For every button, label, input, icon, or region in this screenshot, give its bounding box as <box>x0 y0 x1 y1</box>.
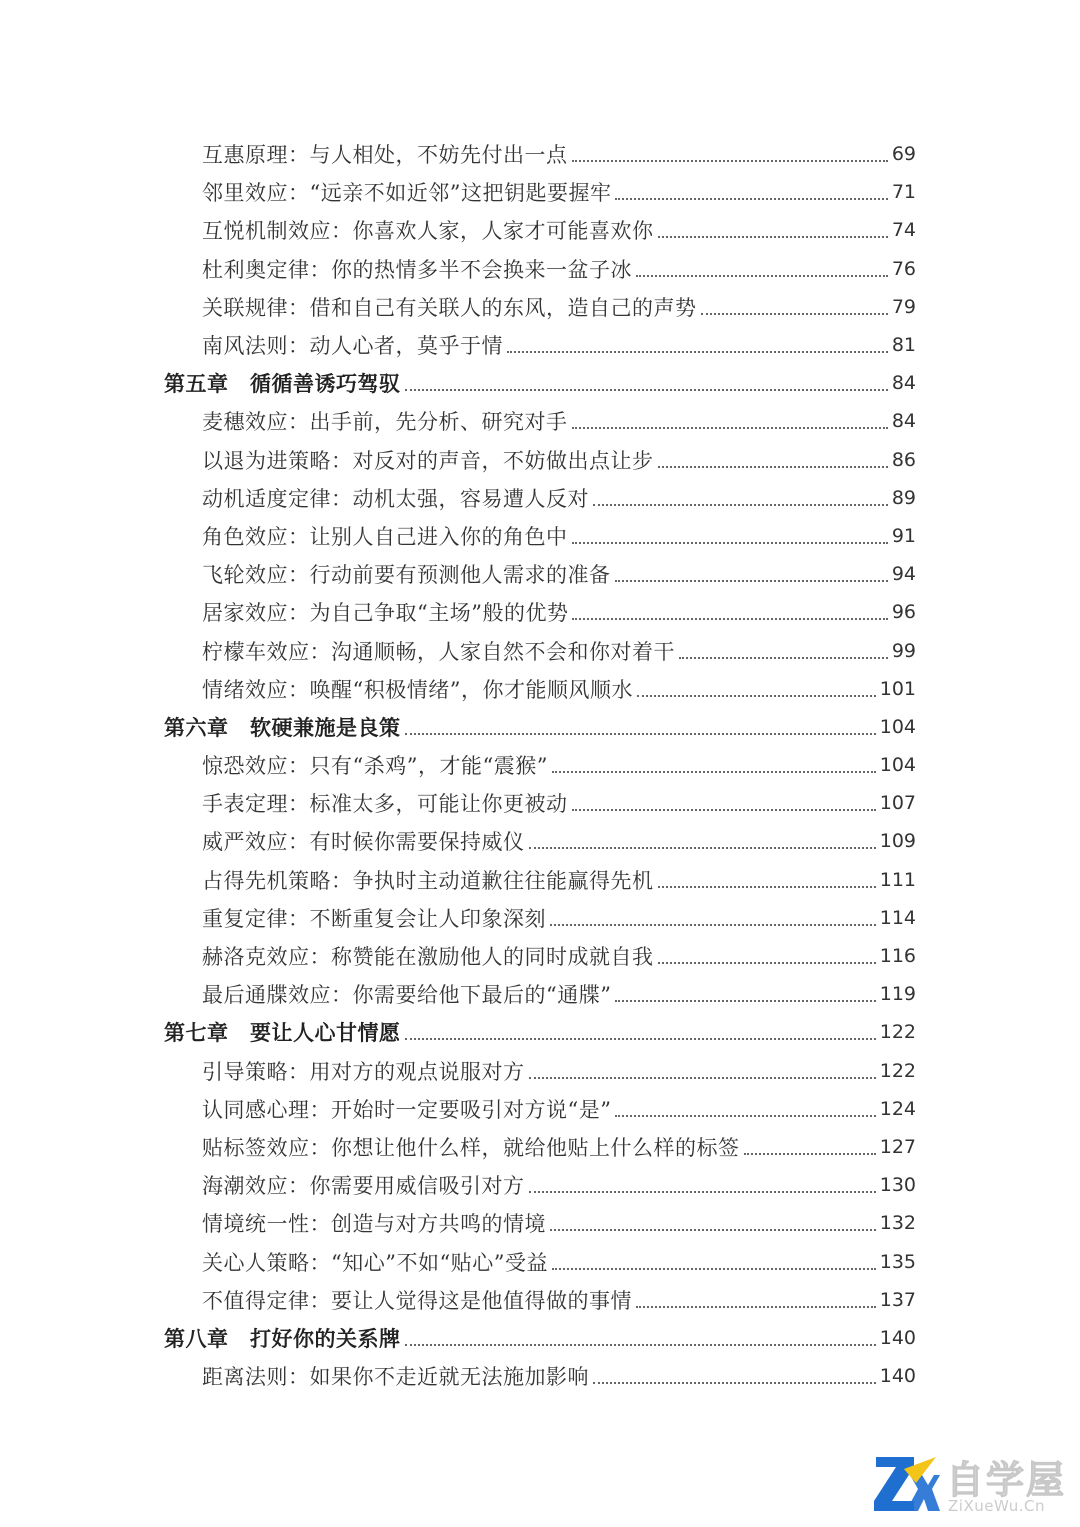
page-number: 104 <box>879 754 916 777</box>
dot-leader <box>658 466 888 468</box>
dot-leader <box>405 1344 876 1346</box>
toc-chapter-row <box>0 708 1080 746</box>
watermark-domain: ZiXueWu.Cn <box>948 1497 1046 1515</box>
dot-leader <box>636 275 888 277</box>
dot-leader <box>658 962 876 964</box>
entry-title: 最后通牒效应：你需要给他下最后的“通牒” <box>202 983 612 1008</box>
page-number: 101 <box>879 677 916 700</box>
toc-entry-row <box>0 1357 1080 1395</box>
dot-leader <box>550 1229 876 1231</box>
dot-leader <box>615 1000 875 1002</box>
page-number: 127 <box>879 1135 916 1158</box>
toc-entry-row <box>0 479 1080 517</box>
dot-leader <box>701 313 888 315</box>
dot-leader <box>615 198 887 200</box>
dot-leader <box>658 886 876 888</box>
entry-title: 海潮效应：你需要用威信吸引对方 <box>202 1174 525 1199</box>
chapter-title: 第七章 要让人心甘情愿 <box>164 1020 401 1046</box>
dot-leader <box>529 1191 876 1193</box>
dot-leader <box>552 1268 876 1270</box>
toc-entry-row <box>0 1281 1080 1319</box>
page-number: 140 <box>879 1326 916 1349</box>
dot-leader <box>658 236 888 238</box>
table-of-contents <box>0 135 1080 1395</box>
page-number: 96 <box>891 601 916 624</box>
page-number: 140 <box>879 1365 916 1388</box>
entry-title: 威严效应：有时候你需要保持威仪 <box>202 830 525 855</box>
entry-title: 贴标签效应：你想让他什么样，就给他贴上什么样的标签 <box>202 1135 740 1160</box>
dot-leader <box>572 160 888 162</box>
page-number: 124 <box>879 1097 916 1120</box>
entry-title: 动机适度定律：动机太强，容易遭人反对 <box>202 486 589 511</box>
entry-title: 重复定律：不断重复会让人印象深刻 <box>202 906 546 931</box>
toc-entry-row <box>0 135 1080 173</box>
chapter-title: 第五章 循循善诱巧驾驭 <box>164 371 401 397</box>
toc-entry-row <box>0 211 1080 249</box>
entry-title: 角色效应：让别人自己进入你的角色中 <box>202 524 568 549</box>
dot-leader <box>405 733 876 735</box>
chapter-title: 第八章 打好你的关系牌 <box>164 1325 401 1351</box>
page-number: 76 <box>891 257 916 280</box>
entry-title: 杜利奥定律：你的热情多半不会换来一盆子冰 <box>202 257 632 282</box>
page-number: 107 <box>879 792 916 815</box>
page-number: 111 <box>879 868 916 891</box>
toc-entry-row <box>0 1052 1080 1090</box>
entry-title: 认同感心理：开始时一定要吸引对方说“是” <box>202 1097 612 1122</box>
page-number: 74 <box>891 219 916 242</box>
toc-entry-row <box>0 1128 1080 1166</box>
toc-chapter-row <box>0 364 1080 402</box>
page-number: 109 <box>879 830 916 853</box>
watermark-name: 自学屋 <box>946 1458 1067 1502</box>
chapter-title: 第六章 软硬兼施是良策 <box>164 714 401 740</box>
dot-leader <box>572 618 887 620</box>
page-number: 84 <box>891 372 916 395</box>
page-number: 69 <box>891 143 916 166</box>
dot-leader <box>507 351 888 353</box>
entry-title: 飞轮效应：行动前要有预测他人需求的准备 <box>202 563 611 588</box>
toc-entry-row <box>0 899 1080 937</box>
toc-entry-row <box>0 1204 1080 1242</box>
page-number: 122 <box>879 1021 916 1044</box>
entry-title: 惊恐效应：只有“杀鸡”，才能“震猴” <box>202 754 548 779</box>
page-number: 84 <box>891 410 916 433</box>
toc-entry-row <box>0 517 1080 555</box>
toc-entry-row <box>0 441 1080 479</box>
toc-chapter-row <box>0 1013 1080 1051</box>
toc-entry-row <box>0 784 1080 822</box>
toc-entry-row <box>0 1090 1080 1128</box>
entry-title: 麦穗效应：出手前，先分析、研究对手 <box>202 410 568 435</box>
entry-title: 居家效应：为自己争取“主场”般的优势 <box>202 601 569 626</box>
dot-leader <box>637 695 876 697</box>
page-number: 119 <box>879 983 916 1006</box>
toc-entry-row <box>0 593 1080 631</box>
page-number: 79 <box>891 295 916 318</box>
dot-leader <box>529 847 876 849</box>
dot-leader <box>679 657 888 659</box>
page-number: 86 <box>891 448 916 471</box>
entry-title: 邻里效应：“远亲不如近邻”这把钥匙要握牢 <box>202 181 612 206</box>
entry-title: 互悦机制效应：你喜欢人家，人家才可能喜欢你 <box>202 219 654 244</box>
dot-leader <box>550 924 876 926</box>
toc-entry-row <box>0 631 1080 669</box>
entry-title: 赫洛克效应：称赞能在激励他人的同时成就自我 <box>202 945 654 970</box>
toc-entry-row <box>0 1166 1080 1204</box>
page-number: 130 <box>879 1174 916 1197</box>
entry-title: 引导策略：用对方的观点说服对方 <box>202 1059 525 1084</box>
toc-entry-row <box>0 555 1080 593</box>
dot-leader <box>552 771 876 773</box>
dot-leader <box>572 809 876 811</box>
toc-entry-row <box>0 746 1080 784</box>
toc-entry-row <box>0 402 1080 440</box>
dot-leader <box>529 1077 876 1079</box>
dot-leader <box>572 427 888 429</box>
entry-title: 情绪效应：唤醒“积极情绪”，你才能顺风顺水 <box>202 677 633 702</box>
entry-title: 柠檬车效应：沟通顺畅，人家自然不会和你对着干 <box>202 639 675 664</box>
page-number: 122 <box>879 1059 916 1082</box>
toc-entry-row <box>0 250 1080 288</box>
page-number: 94 <box>891 563 916 586</box>
entry-title: 距离法则：如果你不走近就无法施加影响 <box>202 1365 589 1390</box>
entry-title: 关心人策略：“知心”不如“贴心”受益 <box>202 1250 548 1275</box>
entry-title: 手表定理：标准太多，可能让你更被动 <box>202 792 568 817</box>
toc-entry-row <box>0 861 1080 899</box>
dot-leader <box>405 1038 876 1040</box>
dot-leader <box>615 1115 875 1117</box>
dot-leader <box>593 504 888 506</box>
dot-leader <box>572 542 888 544</box>
toc-entry-row <box>0 1242 1080 1280</box>
page-number: 116 <box>879 945 916 968</box>
entry-title: 关联规律：借和自己有关联人的东风，造自己的声势 <box>202 295 697 320</box>
dot-leader <box>593 1382 876 1384</box>
dot-leader <box>636 1306 876 1308</box>
toc-entry-row <box>0 937 1080 975</box>
entry-title: 南风法则：动人心者，莫乎于情 <box>202 334 503 359</box>
toc-entry-row <box>0 326 1080 364</box>
page-number: 135 <box>879 1250 916 1273</box>
page-number: 91 <box>891 524 916 547</box>
toc-entry-row <box>0 975 1080 1013</box>
entry-title: 不值得定律：要让人觉得这是他值得做的事情 <box>202 1288 632 1313</box>
dot-leader <box>744 1153 876 1155</box>
entry-title: 互惠原理：与人相处，不妨先付出一点 <box>202 143 568 168</box>
toc-entry-row <box>0 822 1080 860</box>
toc-entry-row <box>0 670 1080 708</box>
toc-entry-row <box>0 173 1080 211</box>
watermark-logo <box>870 1449 1076 1521</box>
entry-title: 占得先机策略：争执时主动道歉往往能赢得先机 <box>202 868 654 893</box>
page-number: 81 <box>891 334 916 357</box>
page-number: 132 <box>879 1212 916 1235</box>
zx-logo-icon <box>870 1449 940 1521</box>
page-number: 114 <box>879 906 916 929</box>
page-number: 99 <box>891 639 916 662</box>
dot-leader <box>615 580 888 582</box>
toc-entry-row <box>0 288 1080 326</box>
toc-chapter-row <box>0 1319 1080 1357</box>
page-number: 137 <box>879 1288 916 1311</box>
entry-title: 情境统一性：创造与对方共鸣的情境 <box>202 1212 546 1237</box>
dot-leader <box>405 389 888 391</box>
entry-title: 以退为进策略：对反对的声音，不妨做出点让步 <box>202 448 654 473</box>
page-number: 71 <box>891 181 916 204</box>
page-number: 89 <box>891 486 916 509</box>
page-number: 104 <box>879 715 916 738</box>
